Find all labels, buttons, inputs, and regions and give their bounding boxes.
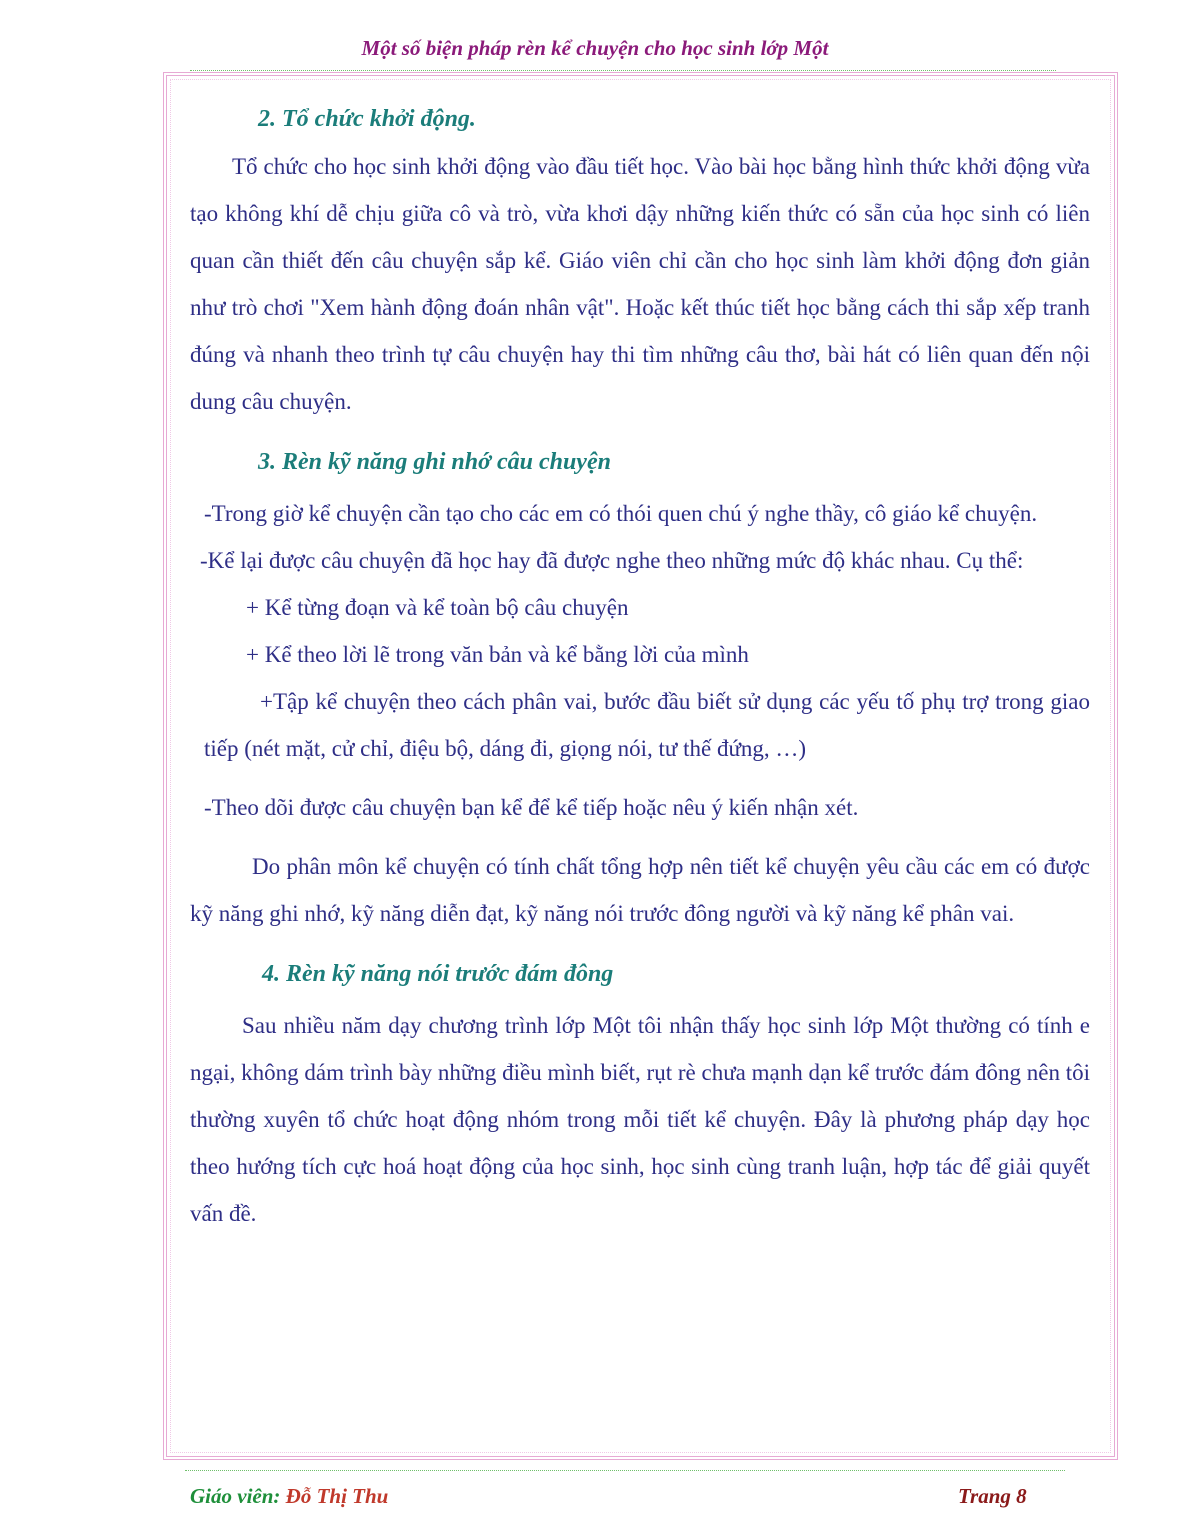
footer-page-number: Trang 8 <box>958 1484 1027 1508</box>
section-3-item-3: -Theo dõi được câu chuyện bạn kể để kể tiếp hoặc nêu ý kiến nhận xét. <box>204 795 859 820</box>
section-2-paragraph: Tổ chức cho học sinh khởi động vào đầu tiết học. Vào bài học bằng hình thức khởi động vừa tạo không khí dễ chịu giữa cô và trò, vừa khơi dậy những kiến thức có sẵn của học sinh có liên quan cần thiết đến câu chuyện sắp kể. Giáo viên chỉ cần cho học sinh làm khởi động đơn giản như trò chơi "Xem hành động đoán nhân vật". Hoặc kết thúc tiết học bằng cách thi sắp xếp tranh đúng và nhanh theo trình tự câu chuyện hay thi tìm những câu thơ, bài hát có liên quan đến nội dung câu chuyện. <box>190 154 1090 414</box>
section-3-item-2: -Kể lại được câu chuyện đã học hay đã được nghe theo những mức độ khác nhau. Cụ thể: <box>200 548 1024 573</box>
section-3-heading: 3. Rèn kỹ năng ghi nhớ câu chuyện <box>258 449 611 475</box>
section-3-paragraph: Do phân môn kể chuyện có tính chất tổng hợp nên tiết kể chuyện yêu cầu các em có được kỹ năng ghi nhớ, kỹ năng diễn đạt, kỹ năng nói trước đông người và kỹ năng kể phân vai. <box>190 854 1090 926</box>
section-4-heading: 4. Rèn kỹ năng nói trước đám đông <box>262 961 614 987</box>
document-body <box>190 96 1090 1237</box>
footer-teacher-name: Đỗ Thị Thu <box>285 1484 389 1508</box>
section-4-paragraph: Sau nhiều năm dạy chương trình lớp Một tôi nhận thấy học sinh lớp Một thường có tính e ngại, không dám trình bày những điều mình biết, rụt rè chưa mạnh dạn kể trước đám đông nên tôi thường xuyên tổ chức hoạt động nhóm trong mỗi tiết kể chuyện. Đây là phương pháp dạy học theo hướng tích cực hoá hoạt động của học sinh, học sinh cùng tranh luận, hợp tác để giải quyết vấn đề. <box>190 1013 1090 1226</box>
header-divider <box>190 70 1056 71</box>
footer-teacher <box>190 1484 388 1509</box>
section-3-subitem-1: + Kể từng đoạn và kể toàn bộ câu chuyện <box>246 595 629 620</box>
page-header-title: Một số biện pháp rèn kể chuyện cho học sinh lớp Một <box>361 36 829 60</box>
section-3-item-1: -Trong giờ kể chuyện cần tạo cho các em có thói quen chú ý nghe thầy, cô giáo kể chuyện. <box>204 501 1038 526</box>
section-2-heading: 2. Tổ chức khởi động. <box>258 106 476 132</box>
section-3-subitem-2: + Kể theo lời lẽ trong văn bản và kể bằng lời của mình <box>246 642 749 667</box>
section-3-subitem-3: +Tập kể chuyện theo cách phân vai, bước đầu biết sử dụng các yếu tố phụ trợ trong giao tiếp (nét mặt, cử chỉ, điệu bộ, dáng đi, giọng nói, tư thế đứng, …) <box>204 689 1090 761</box>
footer-teacher-label: Giáo viên: <box>190 1484 281 1508</box>
footer-divider <box>185 1470 1065 1471</box>
